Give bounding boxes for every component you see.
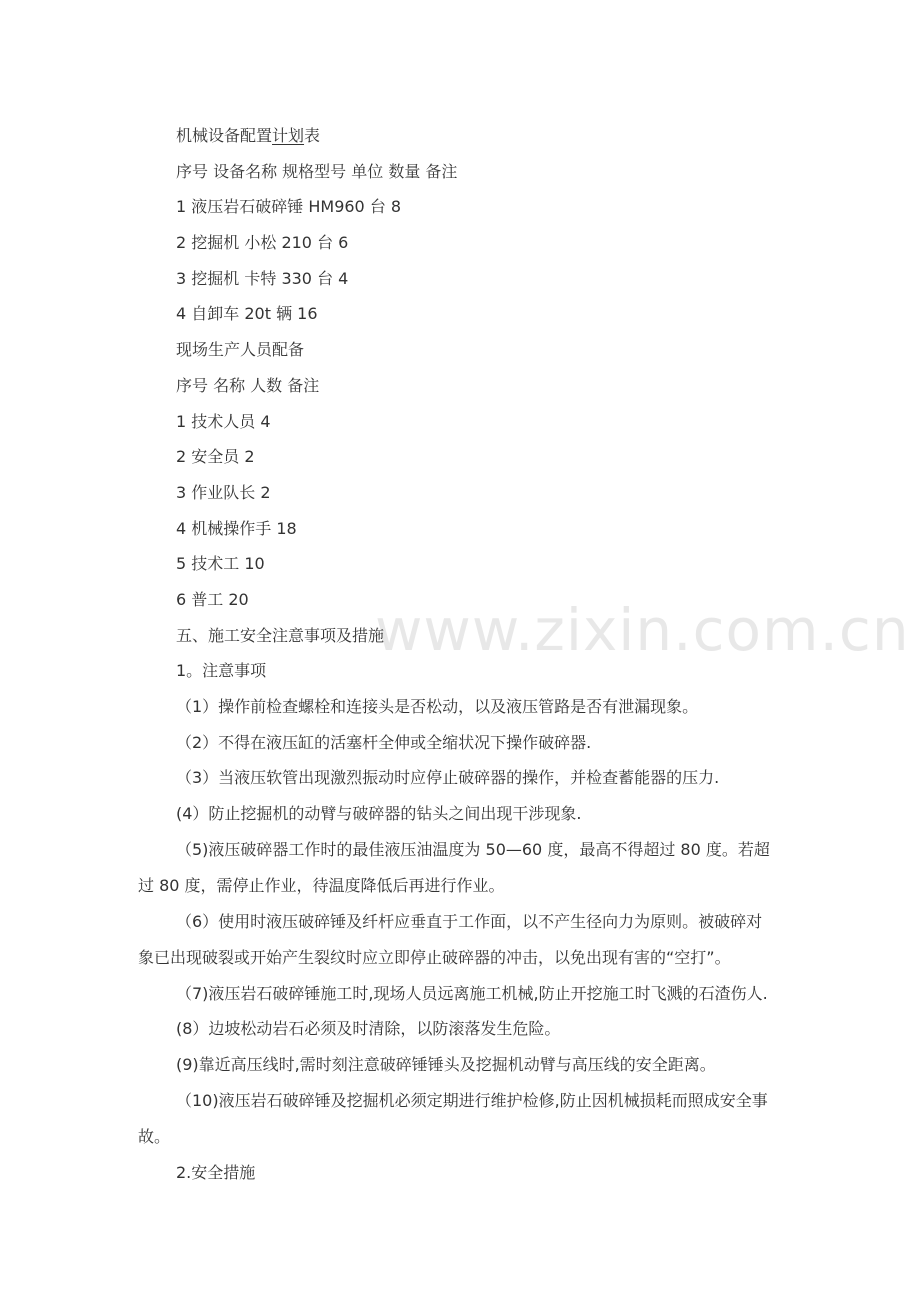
precaution-item: （7)液压岩石破碎锤施工时,现场人员远离施工机械,防止开挖施工时飞溅的石渣伤人. bbox=[176, 983, 768, 1003]
staff-row: 3 作业队长 2 bbox=[176, 482, 271, 502]
section-heading: 五、施工安全注意事项及措施 bbox=[176, 625, 385, 645]
staff-row: 5 技术工 10 bbox=[176, 554, 265, 574]
staff-row: 6 普工 20 bbox=[176, 589, 249, 609]
precaution-item: （3）当液压软管出现激烈振动时应停止破碎器的操作，并检查蓄能器的压力. bbox=[176, 768, 720, 788]
staff-row: 2 安全员 2 bbox=[176, 447, 255, 467]
staff-row: 4 机械操作手 18 bbox=[176, 518, 297, 538]
equipment-row: 1 液压岩石破碎锤 HM960 台 8 bbox=[176, 197, 402, 217]
staff-table-title: 现场生产人员配备 bbox=[176, 340, 305, 360]
staff-row: 1 技术人员 4 bbox=[176, 411, 271, 431]
precaution-item: （2）不得在液压缸的活塞杆全伸或全缩状况下操作破碎器. bbox=[176, 732, 592, 752]
equipment-table-header: 序号 设备名称 规格型号 单位 数量 备注 bbox=[176, 161, 458, 181]
precaution-item: （5)液压破碎器工作时的最佳液压油温度为 50—60 度，最高不得超过 80 度。若超过 80 度，需停止作业，待温度降低后再进行作业。 bbox=[138, 839, 770, 895]
precaution-item: （10)液压岩石破碎锤及挖掘机必须定期进行维护检修,防止因机械损耗而照成安全事故。 bbox=[138, 1090, 768, 1146]
equipment-row: 2 挖掘机 小松 210 台 6 bbox=[176, 233, 349, 253]
document-body bbox=[138, 118, 778, 1191]
equipment-row: 3 挖掘机 卡特 330 台 4 bbox=[176, 268, 349, 288]
equipment-row: 4 自卸车 20t 辆 16 bbox=[176, 304, 318, 324]
precaution-item: (9)靠近高压线时,需时刻注意破碎锤锤头及挖掘机动臂与高压线的安全距离。 bbox=[176, 1055, 716, 1075]
subsection-heading: 2.安全措施 bbox=[176, 1162, 256, 1182]
subsection-heading: 1。注意事项 bbox=[176, 661, 267, 681]
precaution-item: （1）操作前检查螺栓和连接头是否松动，以及液压管路是否有泄漏现象。 bbox=[176, 697, 699, 716]
title-link[interactable]: 计划 bbox=[272, 126, 305, 145]
title-text-end: 表 bbox=[304, 126, 321, 145]
equipment-table-title bbox=[138, 118, 778, 154]
precaution-item: （6）使用时液压破碎锤及纤杆应垂直于工作面，以不产生径向力为原则。被破碎对象已出现破裂或开始产生裂纹时应立即停止破碎器的冲击，以免出现有害的“空打”。 bbox=[138, 911, 763, 967]
staff-table-header: 序号 名称 人数 备注 bbox=[176, 375, 320, 395]
precaution-item: (4）防止挖掘机的动臂与破碎器的钻头之间出现干涉现象. bbox=[176, 804, 582, 824]
watermark: www.zixin.com.cn bbox=[375, 596, 910, 664]
precaution-item: (8）边坡松动岩石必须及时清除，以防滚落发生危险。 bbox=[176, 1019, 561, 1039]
title-text: 机械设备配置 bbox=[176, 126, 273, 145]
